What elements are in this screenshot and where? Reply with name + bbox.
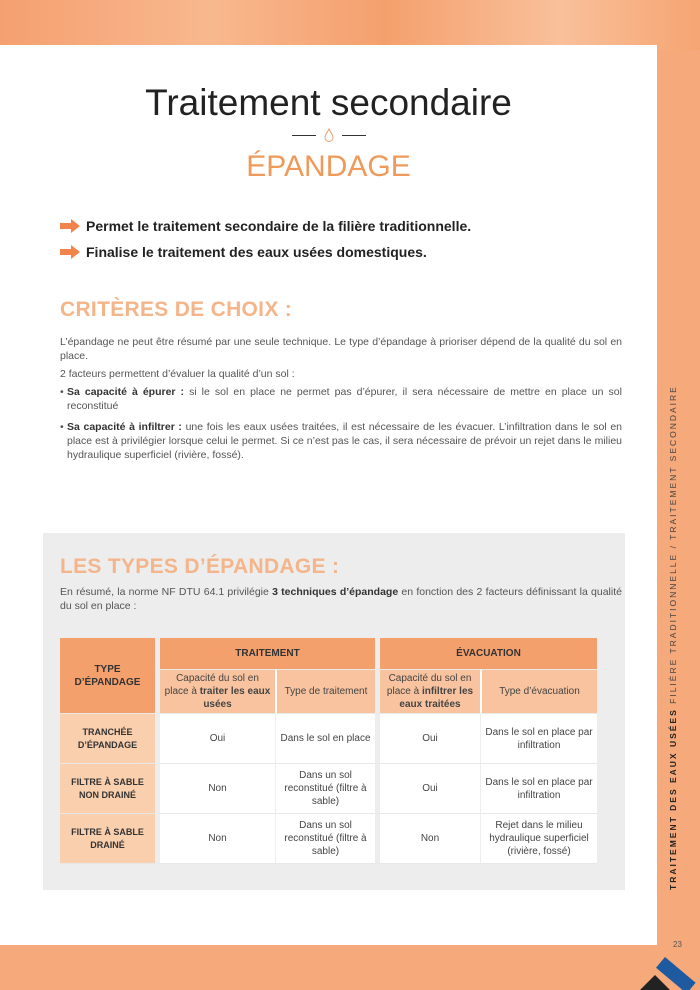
criteria-item: • Sa capacité à infiltrer : une fois les eaux usées traitées, il est nécessaire de les évacuer. L’infiltration dans le sol en place est à privilégier lorsque celui le permet. Si ce n’est pas le cas, il sera nécessaire de prévoir un rejet dans le milieu hydraulique superficiel (rivière, fossé).	[60, 421, 622, 461]
col-header: Capacité du sol en place à infiltrer les eaux traitées	[375, 670, 480, 714]
page-title: Traitement secondaire	[145, 82, 512, 123]
water-texture-banner	[0, 0, 700, 50]
types-intro: En résumé, la norme NF DTU 64.1 privilégie 3 techniques d’épandage en fonction des 2 facteurs définissant la qualité du sol en place :	[60, 586, 622, 612]
criteria-factors-intro: 2 facteurs permettent d’évaluer la qualité d’un sol :	[60, 368, 295, 380]
group-header-traitement: TRAITEMENT	[155, 638, 375, 670]
group-header-evacuation: ÉVACUATION	[375, 638, 597, 670]
page-subtitle: ÉPANDAGE	[246, 150, 411, 183]
criteria-heading: CRITÈRES DE CHOIX :	[60, 298, 293, 321]
table-row: TRANCHÉE D’ÉPANDAGE Oui Dans le sol en place Oui Dans le sol en place par infiltration	[60, 714, 597, 764]
corner-logo-shapes	[640, 955, 700, 990]
title-divider	[0, 128, 657, 142]
arrow-right-icon	[60, 245, 80, 259]
table-row: FILTRE À SABLE NON DRAINÉ Non Dans un sol reconstitué (filtre à sable) Oui Dans le sol en place par infiltration	[60, 764, 597, 814]
page-number: 23	[673, 940, 682, 949]
arrow-right-icon	[60, 219, 80, 233]
bullet-item: Permet le traitement secondaire de la filière traditionnelle.	[60, 218, 471, 234]
table-row: FILTRE À SABLE DRAINÉ Non Dans un sol reconstitué (filtre à sable) Non Rejet dans le milieu hydraulique superficiel (rivière, fossé)	[60, 814, 597, 864]
criteria-item: • Sa capacité à épurer : si le sol en place ne permet pas d’épurer, il sera nécessaire de mettre en place un sol reconstitué	[60, 386, 622, 412]
bullet-item: Finalise le traitement des eaux usées domestiques.	[60, 244, 427, 260]
epandage-table	[60, 638, 597, 864]
criteria-paragraph: L’épandage ne peut être résumé par une seule technique. Le type d’épandage à prioriser dépend de la qualité du sol en place.	[60, 336, 622, 362]
side-running-title: TRAITEMENT DES EAUX USÉES FILIÈRE TRADITIONNELLE / TRAITEMENT SECONDAIRE	[668, 385, 678, 890]
types-heading: LES TYPES D’ÉPANDAGE :	[60, 555, 340, 578]
col-header: Capacité du sol en place à traiter les eaux usées	[155, 670, 275, 714]
col-header: Type de traitement	[275, 670, 375, 714]
col-header: Type d’évacuation	[480, 670, 597, 714]
water-drop-icon	[324, 128, 334, 142]
corner-header: TYPE D’ÉPANDAGE	[60, 638, 155, 714]
